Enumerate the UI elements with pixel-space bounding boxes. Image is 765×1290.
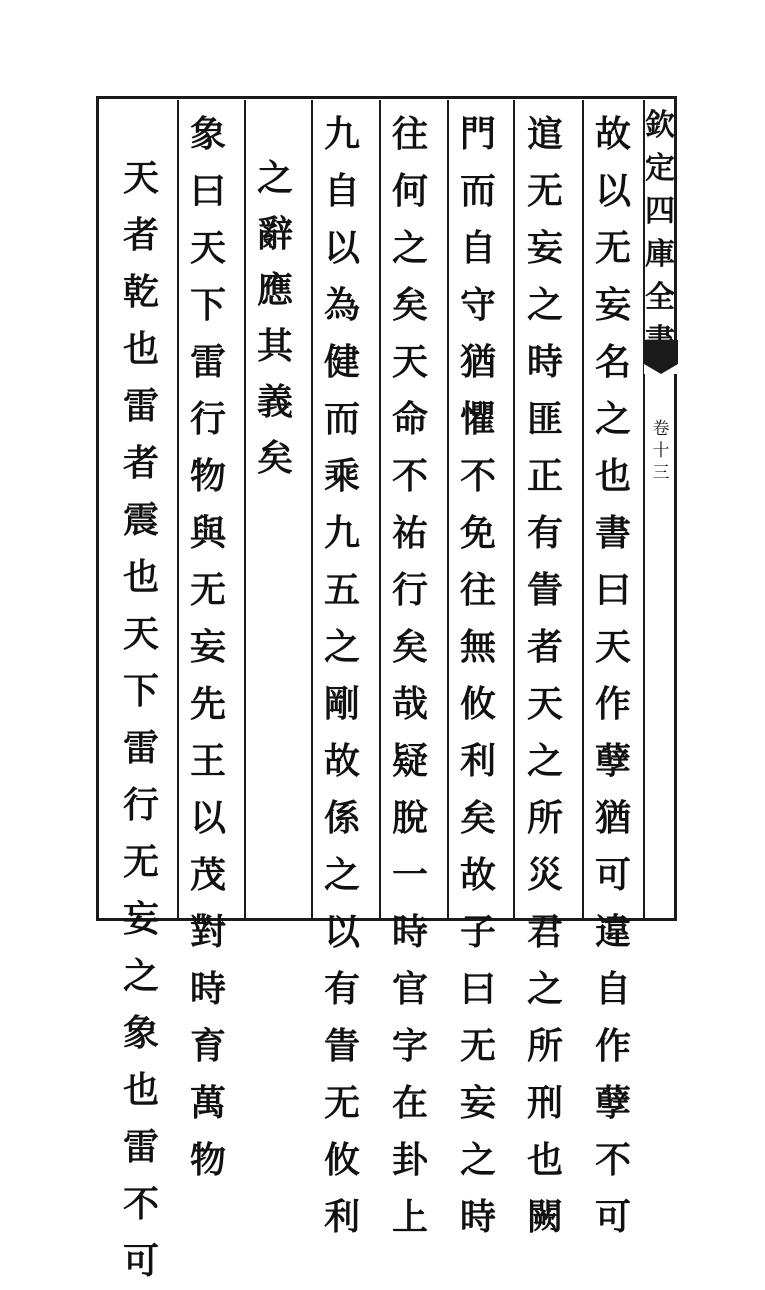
text-character: 災 <box>526 854 563 896</box>
text-character: 象 <box>122 1012 159 1054</box>
text-character: 其 <box>256 325 293 367</box>
text-character: 五 <box>323 569 360 611</box>
text-character: 時 <box>459 1196 496 1238</box>
text-character: 剛 <box>323 683 360 725</box>
text-character: 辭 <box>256 213 293 255</box>
text-character: 哉 <box>391 683 428 725</box>
text-character: 曰 <box>459 968 496 1010</box>
text-character: 天 <box>122 157 159 199</box>
title-character: 定 <box>645 151 675 186</box>
text-character: 官 <box>391 968 428 1010</box>
volume-label <box>648 418 674 484</box>
text-character: 闕 <box>526 1196 563 1238</box>
text-character: 也 <box>122 328 159 370</box>
text-character: 象 <box>189 113 226 155</box>
text-character: 匪 <box>526 398 563 440</box>
text-character: 之 <box>526 968 563 1010</box>
text-character: 妄 <box>459 1082 496 1124</box>
text-character: 免 <box>459 512 496 554</box>
text-character: 也 <box>526 1139 563 1181</box>
text-character: 君 <box>526 911 563 953</box>
column-rule <box>513 100 515 920</box>
text-character: 猶 <box>459 341 496 383</box>
text-character: 矣 <box>391 284 428 326</box>
text-character: 為 <box>323 284 360 326</box>
text-character: 子 <box>459 911 496 953</box>
title-character: 全 <box>645 280 675 315</box>
text-character: 自 <box>323 170 360 212</box>
text-character: 故 <box>323 740 360 782</box>
text-character: 之 <box>526 284 563 326</box>
text-character: 之 <box>459 1139 496 1181</box>
volume-character: 三 <box>652 463 670 483</box>
text-character: 天 <box>526 683 563 725</box>
text-character: 无 <box>526 170 563 212</box>
text-column-2 <box>516 106 574 1238</box>
text-character: 利 <box>323 1196 360 1238</box>
text-character: 妄 <box>189 626 226 668</box>
text-character: 以 <box>323 227 360 269</box>
text-character: 所 <box>526 1025 563 1067</box>
text-character: 自 <box>594 968 631 1010</box>
text-character: 何 <box>391 170 428 212</box>
text-character: 妄 <box>594 284 631 326</box>
text-character: 守 <box>459 284 496 326</box>
text-character: 以 <box>323 911 360 953</box>
text-character: 无 <box>189 569 226 611</box>
text-character: 无 <box>594 227 631 269</box>
text-character: 曰 <box>189 170 226 212</box>
text-character: 孽 <box>594 740 631 782</box>
text-character: 无 <box>459 1025 496 1067</box>
text-character: 而 <box>459 170 496 212</box>
text-character: 可 <box>594 1196 631 1238</box>
text-character: 攸 <box>459 683 496 725</box>
fish-tail-mark <box>644 340 678 374</box>
text-character: 時 <box>189 968 226 1010</box>
volume-character: 卷 <box>652 419 670 439</box>
text-character: 違 <box>594 911 631 953</box>
text-character: 之 <box>391 227 428 269</box>
title-character: 庫 <box>645 237 675 272</box>
book-title <box>642 104 678 362</box>
text-character: 之 <box>323 854 360 896</box>
text-character: 而 <box>323 398 360 440</box>
text-character: 无 <box>122 841 159 883</box>
text-character: 之 <box>526 740 563 782</box>
text-character: 故 <box>459 854 496 896</box>
text-character: 字 <box>391 1025 428 1067</box>
text-column-8 <box>112 150 170 1282</box>
text-character: 天 <box>391 341 428 383</box>
text-character: 萬 <box>189 1082 226 1124</box>
text-character: 九 <box>323 113 360 155</box>
text-character: 門 <box>459 113 496 155</box>
text-character: 先 <box>189 683 226 725</box>
text-character: 可 <box>594 854 631 896</box>
text-character: 者 <box>122 442 159 484</box>
text-character: 有 <box>526 512 563 554</box>
text-character: 義 <box>256 381 293 423</box>
text-character: 妄 <box>122 898 159 940</box>
text-character: 應 <box>256 269 293 311</box>
text-character: 自 <box>459 227 496 269</box>
text-character: 矣 <box>459 797 496 839</box>
text-character: 乾 <box>122 271 159 313</box>
text-character: 不 <box>459 455 496 497</box>
text-character: 卦 <box>391 1139 428 1181</box>
text-character: 者 <box>526 626 563 668</box>
text-character: 行 <box>122 784 159 826</box>
text-character: 所 <box>526 797 563 839</box>
text-character: 育 <box>189 1025 226 1067</box>
text-character: 行 <box>189 398 226 440</box>
text-character: 物 <box>189 455 226 497</box>
text-character: 故 <box>594 113 631 155</box>
text-character: 在 <box>391 1082 428 1124</box>
text-character: 刑 <box>526 1082 563 1124</box>
text-character: 眚 <box>323 1025 360 1067</box>
text-character: 矣 <box>256 437 293 479</box>
text-character: 以 <box>594 170 631 212</box>
text-character: 行 <box>391 569 428 611</box>
text-column-7 <box>179 106 237 1181</box>
text-character: 之 <box>256 157 293 199</box>
text-column-4 <box>381 106 439 1238</box>
text-column-3 <box>449 106 507 1238</box>
text-character: 雷 <box>122 727 159 769</box>
title-character: 四 <box>645 194 675 229</box>
left-border <box>96 96 99 921</box>
text-character: 天 <box>122 613 159 655</box>
text-column-5 <box>313 106 371 1238</box>
text-character: 天 <box>189 227 226 269</box>
text-character: 作 <box>594 1025 631 1067</box>
text-character: 眚 <box>526 569 563 611</box>
text-character: 茂 <box>189 854 226 896</box>
text-character: 一 <box>391 854 428 896</box>
text-character: 對 <box>189 911 226 953</box>
text-character: 雷 <box>189 341 226 383</box>
text-character: 時 <box>391 911 428 953</box>
text-character: 書 <box>594 512 631 554</box>
text-character: 無 <box>459 626 496 668</box>
text-character: 係 <box>323 797 360 839</box>
text-character: 妄 <box>526 227 563 269</box>
text-character: 往 <box>459 569 496 611</box>
text-character: 逭 <box>526 113 563 155</box>
text-character: 天 <box>594 626 631 668</box>
text-character: 懼 <box>459 398 496 440</box>
volume-character: 十 <box>652 441 670 461</box>
text-character: 雷 <box>122 385 159 427</box>
text-character: 往 <box>391 113 428 155</box>
text-character: 矣 <box>391 626 428 668</box>
text-character: 曰 <box>594 569 631 611</box>
text-character: 王 <box>189 740 226 782</box>
title-character: 欽 <box>645 108 675 143</box>
text-character: 不 <box>391 455 428 497</box>
text-character: 之 <box>594 398 631 440</box>
text-character: 也 <box>122 1069 159 1111</box>
text-character: 物 <box>189 1139 226 1181</box>
top-border <box>96 96 676 99</box>
text-character: 下 <box>189 284 226 326</box>
text-character: 之 <box>122 955 159 997</box>
text-character: 脫 <box>391 797 428 839</box>
text-character: 以 <box>189 797 226 839</box>
text-character: 正 <box>526 455 563 497</box>
text-character: 不 <box>594 1139 631 1181</box>
text-character: 也 <box>594 455 631 497</box>
text-character: 時 <box>526 341 563 383</box>
text-character: 攸 <box>323 1139 360 1181</box>
text-character: 无 <box>323 1082 360 1124</box>
text-character: 者 <box>122 214 159 256</box>
text-character: 可 <box>122 1240 159 1282</box>
text-character: 下 <box>122 670 159 712</box>
text-character: 利 <box>459 740 496 782</box>
text-character: 名 <box>594 341 631 383</box>
text-column-1 <box>584 106 642 1238</box>
text-character: 九 <box>323 512 360 554</box>
text-character: 上 <box>391 1196 428 1238</box>
text-character: 猶 <box>594 797 631 839</box>
text-character: 震 <box>122 499 159 541</box>
text-character: 疑 <box>391 740 428 782</box>
text-character: 祐 <box>391 512 428 554</box>
text-character: 孽 <box>594 1082 631 1124</box>
text-character: 不 <box>122 1183 159 1225</box>
text-character: 之 <box>323 626 360 668</box>
text-character: 命 <box>391 398 428 440</box>
text-character: 也 <box>122 556 159 598</box>
text-character: 乘 <box>323 455 360 497</box>
text-character: 健 <box>323 341 360 383</box>
text-character: 與 <box>189 512 226 554</box>
text-character: 作 <box>594 683 631 725</box>
text-column-6 <box>246 150 304 956</box>
text-character: 雷 <box>122 1126 159 1168</box>
text-character: 有 <box>323 968 360 1010</box>
